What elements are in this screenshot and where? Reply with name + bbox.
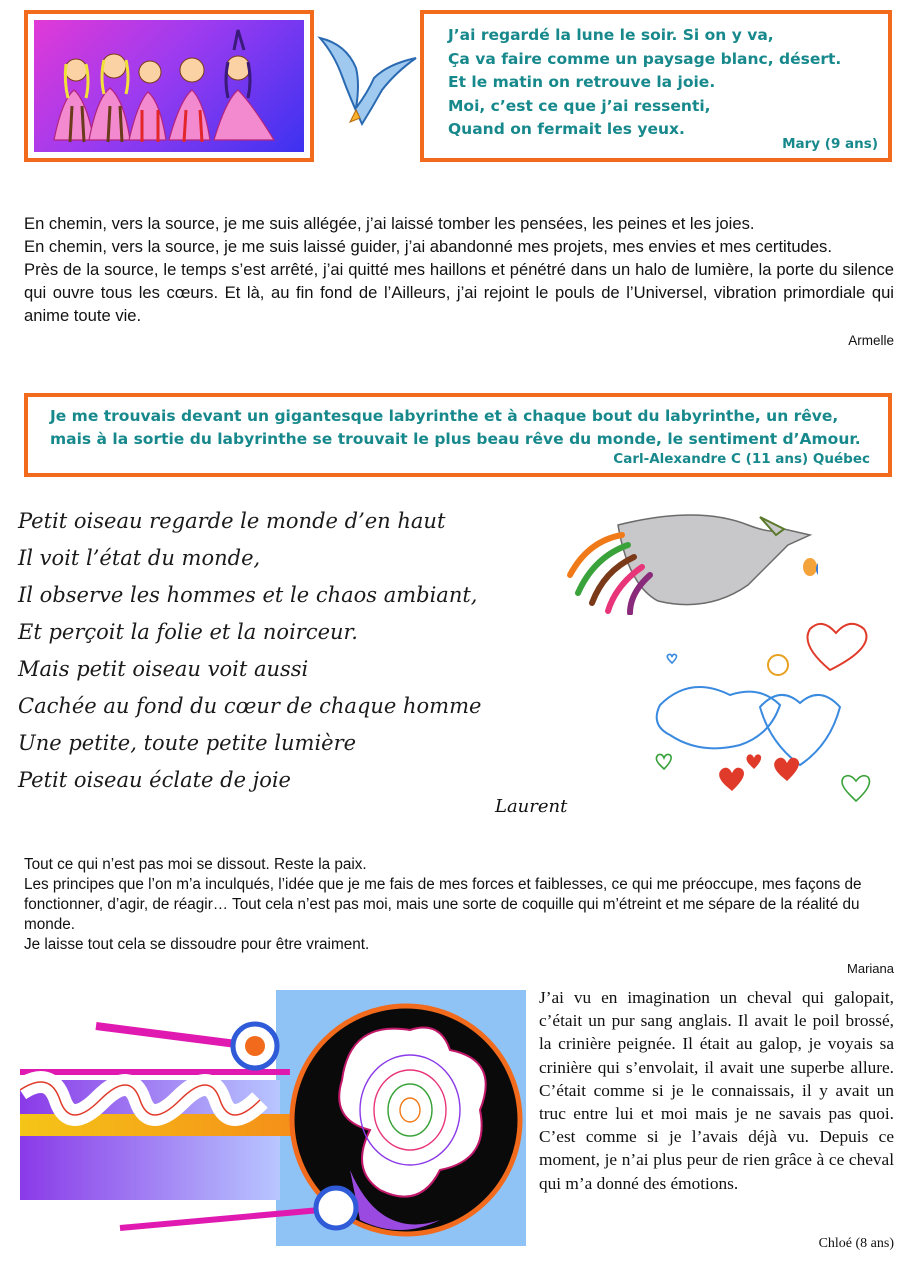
children-figures-illustration <box>34 20 304 152</box>
quote-author: Carl-Alexandre C (11 ans) Québec <box>613 451 870 467</box>
text-chloe <box>539 986 894 1195</box>
seagull-drawing <box>316 28 420 128</box>
poem-line: Moi, c’est ce que j’ai ressenti, <box>448 96 711 115</box>
poem-line: Ça va faire comme un paysage blanc, désert. <box>448 49 842 68</box>
text-armelle <box>24 212 894 348</box>
children-drawing-frame <box>24 10 314 162</box>
feather-bird-drawing <box>548 505 818 615</box>
paragraph: En chemin, vers la source, je me suis laissé guider, j’ai abandonné mes projets, mes envies et mes certitudes. <box>24 237 832 256</box>
poem-line: Il observe les hommes et le chaos ambiant, <box>18 583 478 607</box>
butterfly-drawing <box>803 558 818 577</box>
poem-line: Petit oiseau éclate de joie <box>18 768 291 792</box>
poem-author: Mary (9 ans) <box>782 136 878 152</box>
poem-line: Et perçoit la folie et la noirceur. <box>18 620 358 644</box>
quote-carl-box <box>24 393 892 477</box>
poem-line: Cachée au fond du cœur de chaque homme <box>18 694 482 718</box>
poem-line: Et le matin on retrouve la joie. <box>448 73 716 91</box>
text-mariana <box>24 855 894 979</box>
poem-line: Mais petit oiseau voit aussi <box>18 657 309 681</box>
poem-line: Petit oiseau regarde le monde d’en haut <box>18 509 446 533</box>
author-signature: Mariana <box>847 961 894 976</box>
poem-line: Une petite, toute petite lumière <box>18 731 357 755</box>
paragraph: En chemin, vers la source, je me suis allégée, j’ai laissé tomber les pensées, les peines et les joies. <box>24 214 755 233</box>
poem-line: J’ai regardé la lune le soir. Si on y va, <box>448 26 774 44</box>
author-signature: Laurent <box>495 796 568 817</box>
paragraph: Je laisse tout cela se dissoudre pour être vraiment. <box>24 936 370 953</box>
quote-text: Je me trouvais devant un gigantesque labyrinthe et à chaque bout du labyrinthe, un rêve, mais à la sortie du labyrinthe se trouvait le plus beau rêve du monde, le sentiment d’Amour. <box>50 407 861 448</box>
poem-line: Quand on fermait les yeux. <box>448 120 685 138</box>
poem-line: Il voit l’état du monde, <box>18 546 261 570</box>
paragraph: Près de la source, le temps s’est arrêté, j’ai quitté mes haillons et pénétré dans un halo de lumière, la porte du silence qui ouvre tous les cœurs. Et là, au fin fond de l’Ailleurs, j’ai rejoint le pouls de l’Universel, vibration primordiale qui anime toute vie. <box>24 260 894 325</box>
author-signature: Armelle <box>848 333 894 348</box>
hearts-drawing <box>630 615 900 815</box>
paragraph: Les principes que l’on m’a inculqués, l’idée que je me fais de mes forces et faiblesses, ce qui me préoccupe, mes façons de fonctionner, d’agir, de réagir… Tout cela n’est pas moi, mais une sorte de coquille qui m’étreint et me sépare de la réalité du monde. <box>24 876 862 933</box>
poem-mary-box <box>420 10 892 162</box>
paragraph: J’ai vu en imagination un cheval qui galopait, c’était un pur sang anglais. Il avait le poil brossé, la crinière peignée. Il était au galop, je voyais sa crinière qui s’envolait, il avait une superbe allure. C’était comme si je le connaissais, il y avait un truc entre lui et moi mais je ne savais pas quoi. C’est comme si je l’avais déjà vu. Depuis ce moment, je n’ai plus peur de rien grâce à ce cheval qui m’a donné des émotions. <box>539 988 894 1193</box>
children-drawing <box>34 20 304 152</box>
abstract-artwork <box>20 990 530 1256</box>
handwritten-poem-laurent <box>18 503 538 799</box>
author-signature: Chloé (8 ans) <box>818 1236 894 1251</box>
paragraph: Tout ce qui n’est pas moi se dissout. Reste la paix. <box>24 856 367 873</box>
